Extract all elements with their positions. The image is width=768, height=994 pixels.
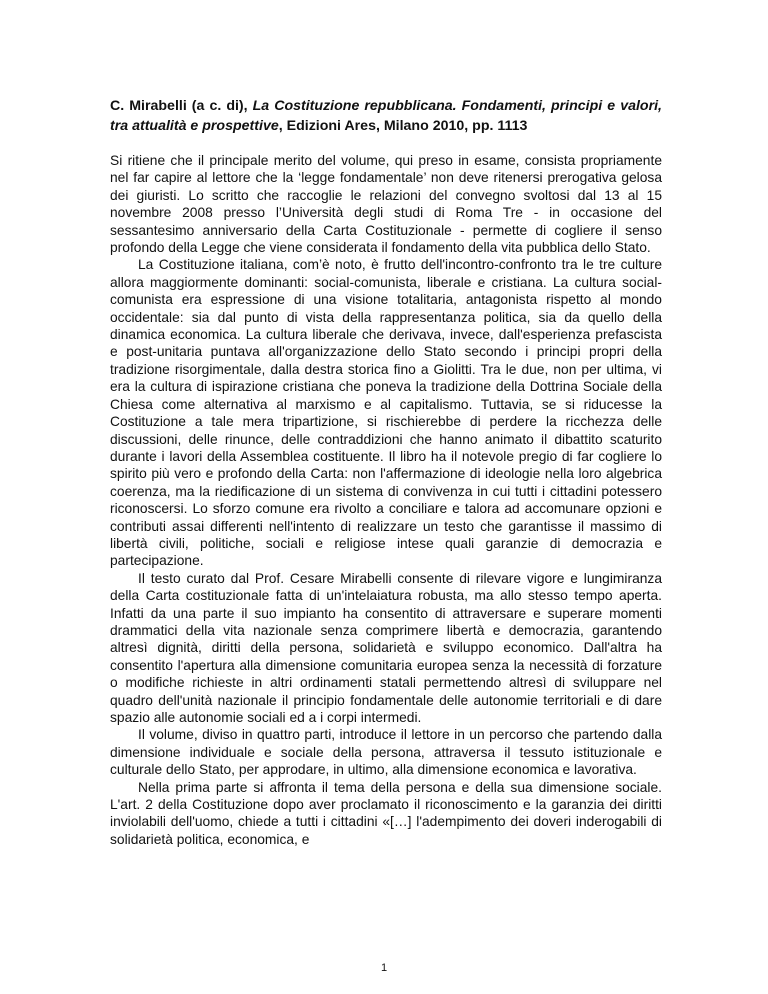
paragraph-1: Si ritiene che il principale merito del volume, qui preso in esame, consista propriamente nel far capire al lettore che la ‘legge fondamentale’ non deve ritenersi prerogativa gelosa dei giuristi. Lo scritto che raccoglie le relazioni del convegno svoltosi dal 13 al 15 novembre 2008 presso l’Università degli studi di Roma Tre - in occasione del sessantesimo anniversario della Carta Costituzionale - permette di cogliere il senso profondo della Legge che viene considerata il fondamento della vita pubblica dello Stato. <box>110 153 662 256</box>
paragraph-5: Nella prima parte si affronta il tema della persona e della sua dimensione sociale. L'art. 2 della Costituzione dopo aver proclamato il riconoscimento e la garanzia dei diritti inviolabili dell'uomo, chiede a tutti i cittadini «[…] l'adempimento dei doveri inderogabili di solidarietà politica, economica, e <box>110 779 662 847</box>
page-number: 1 <box>380 962 388 974</box>
paragraph-3: Il testo curato dal Prof. Cesare Mirabelli consente di rilevare vigore e lungimiranza della Carta costituzionale fatta di un'intelaiatura robusta, ma allo stesso tempo aperta. Infatti da una parte il suo impianto ha consentito di attraversare e superare momenti drammatici della vita nazionale senza comprimere libertà e democrazia, garantendo altresì dignità, diritti della persona, solidarietà e sviluppo economico. Dall'altra ha consentito l'apertura alla dimensione comunitaria europea senza la necessità di forzature o modifiche richieste in altri ordinamenti statali permettendo altresì di sviluppare nel quadro dell'unità nazionale il principio fondamentale delle autonomie territoriali e di dare spazio alle autonomie sociali ed a i corpi intermedi. <box>110 570 662 725</box>
citation-title: La Costituzione repubblicana. Fondamenti, principi e valori, tra attualità e prospettive <box>110 98 662 134</box>
book-citation-heading <box>110 96 662 136</box>
document-page <box>110 96 662 848</box>
citation-publisher: , Edizioni Ares, Milano 2010, pp. 1113 <box>278 118 528 134</box>
paragraph-4: Il volume, diviso in quattro parti, introduce il lettore in un percorso che partendo dalla dimensione individuale e sociale della persona, attraversa il tessuto istituzionale e culturale dello Stato, per approdare, in ultimo, alla dimensione economica e lavorativa. <box>110 727 662 778</box>
citation-authors: C. Mirabelli (a c. di), <box>110 98 248 114</box>
paragraph-2: La Costituzione italiana, com’è noto, è frutto dell'incontro-confronto tra le tre culture allora maggiormente dominanti: social-comunista, liberale e cristiana. La cultura social-comunista era espressione di una visione totalitaria, antagonista rispetto al mondo occidentale: sia dal punto di vista della rappresentanza politica, sia da quello della dinamica economica. La cultura liberale che derivava, invece, dall'esperienza prefascista e post-unitaria puntava all'organizzazione dello Stato secondo i principi propri della tradizione risorgimentale, dalla destra storica fino a Giolitti. Tra le due, non per ultima, vi era la cultura di ispirazione cristiana che poneva la tradizione della Dottrina Sociale della Chiesa come alternativa al marxismo e al capitalismo. Tuttavia, se si riducesse la Costituzione a tale mera tripartizione, si rischierebbe di perdere la ricchezza delle discussioni, delle rinunce, delle contraddizioni che hanno animato il dibattito scaturito durante i lavori della Assemblea costituente. Il libro ha il notevole pregio di far cogliere lo spirito più vero e profondo della Carta: non l'affermazione di ideologie nella loro algebrica coerenza, ma la riedificazione di un sistema di convivenza in cui tutti i cittadini potessero riconoscersi. Lo sforzo comune era rivolto a conciliare e talora ad accomunare opzioni e contributi assai differenti nell'intento di realizzare un testo che garantisse il massimo di libertà civili, politiche, sociali e religiose intese quali garanzie di democrazia e partecipazione. <box>110 257 662 569</box>
